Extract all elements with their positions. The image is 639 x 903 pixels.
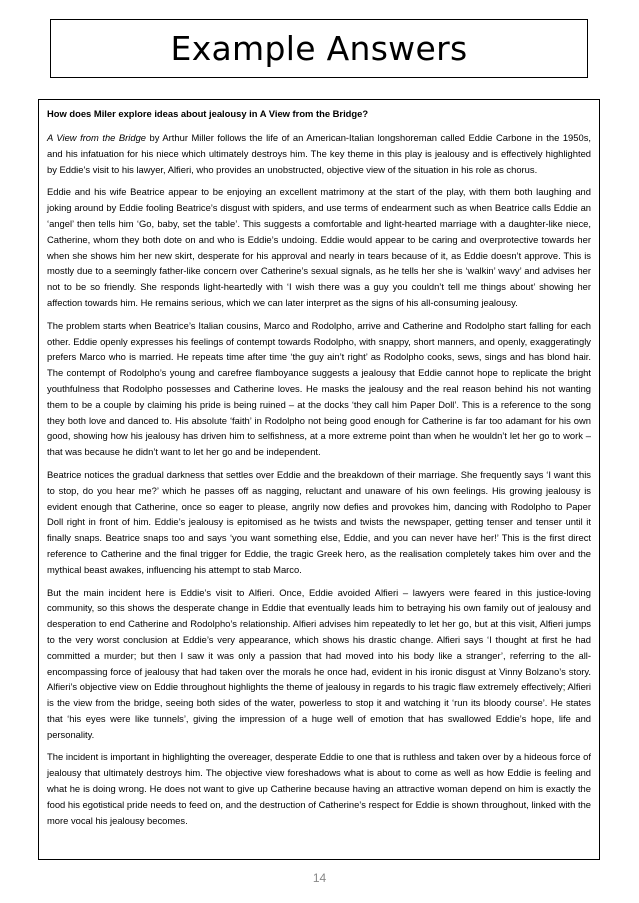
body-paragraph: Eddie and his wife Beatrice appear to be enjoying an excellent matrimony at the start of the play, with them both laughing and joking around by Eddie fooling Beatrice’s disgust with spiders, and use terms of endearment such as when Beatrice calls Eddie an ‘angel’ then tells him ‘Go, baby, set the table’. This suggests a comfortable and light-hearted marriage with a daughter-like niece, Catherine, whom they both dote on and who is Eddie’s undoing. Eddie would appear to be caring and overprotective towards her when she shows him her new skirt, desperate for his approval and nearly in tears because of it, as Eddie doesn’t approve. This is mostly due to a seemingly father-like concern over Catherine’s sexual signals, as he tells her she is ‘walkin’ wavy’ and advises her not to be so friendly. She responds light-heartedly with ‘I wish there was a guy you couldn’t tell me things about’ showing her affection towards him. He remains serious, which we can later interpret as the signs of his all-consuming jealousy.	[47, 186, 591, 308]
play-title: A View from the Bridge	[47, 132, 146, 143]
intro-text: by Arthur Miller follows the life of an American-Italian longshoreman called Eddie Carbone in the 1950s, and his infatuation for his niece which ultimately destroys him. The key theme in this play is jealousy and is effectively highlighted by Eddie’s visit to his lawyer, Alfieri, who provides an unobstructed, objective view of the situation in his role as chorus.	[47, 132, 591, 175]
body-paragraph: The problem starts when Beatrice’s Italian cousins, Marco and Rodolpho, arrive and Catherine and Rodolpho start falling for each other. Eddie openly expresses his feelings of contempt towards Rodolpho, with snappy, short manners, and openly, exaggeratingly prefers Marco who is married. He repeats time after time ‘the guy ain’t right’ as Rodolpho cooks, sews, sings and has blond hair. The contempt of Rodolpho’s young and carefree flamboyance suggests a jealousy that Eddie cannot hope to replicate the bright youthfulness that Rodolpho possesses and Catherine loves. He masks the jealousy and the real reason behind his not wanting them to be a couple by claiming his pride is being ruined – at the docks ‘they call him Paper Doll’. This is a reference to the song they both love and danced to. His absolute ‘faith’ in Rodolpho not being good enough for Catherine is far too adamant for his own good, showing how his jealousy has driven him to selfishness, at a more extreme point than when he wouldn’t let her go to work – that was because he didn’t want to let her go and be independent.	[47, 319, 591, 458]
title-box	[50, 19, 588, 78]
page-title: Example Answers	[170, 29, 468, 68]
body-paragraph: The incident is important in highlighting the overeager, desperate Eddie to one that is ruthless and taken over by a hideous force of jealousy that ultimately destroys him. The objective view foreshadows what is about to come as well as how Eddie is feeling and what he is doing wrong. He does not want to give up Catherine because having an attractive woman depend on him is exactly the food his egotistical pride needs to feed on, and the destruction of Catherine’s respect for Eddie is shown throughout, linked with the more vocal his jealousy becomes.	[47, 751, 591, 826]
body-paragraph: But the main incident here is Eddie’s visit to Alfieri. Once, Eddie avoided Alfieri – lawyers were feared in this justice-loving community, so this shows the desperate change in Eddie that eventually leads him to betraying his own family out of jealousy and desperation to end Catherine and Rodolpho’s relationship. Alfieri advises him repeatedly to let her go, but at this visit, Alfieri jumps to the very worst conclusion at Eddie’s very appearance, which shows his drastic change. Alfieri says ‘I thought at first he had committed a murder; but then I saw it was only a passion that had moved into his body like a stranger’, referring to the all-encompassing force of jealousy that had taken over the morals he once had, evident in his ironic disgust at Vinny Bolzano’s story. Alfieri’s objective view on Eddie throughout highlights the theme of jealousy in regards to his tragic flaw extremely effectively; Alfieri is the view from the bridge, seeing both sides of the water, powerless to stop it and watching it ‘run its bloody course’. He states that ‘his eyes were like tunnels’, giving the impression of a huge well of emotion that has swallowed Eddie’s hope, life and personality.	[47, 586, 591, 740]
answer-box	[38, 99, 600, 860]
intro-paragraph	[47, 130, 591, 177]
essay-question: How does Miler explore ideas about jealousy in A View from the Bridge?	[47, 108, 369, 119]
body-paragraph: Beatrice notices the gradual darkness that settles over Eddie and the breakdown of their marriage. She frequently says ‘I want this to stop, do you hear me?’ which he passes off as nagging, reluctant and unaware of his own feelings. His growing jealousy is evident enough that Catherine, once so eager to please, angrily now defies and provokes him, dancing with Rodolpho to Paper Doll right in front of him. Eddie’s jealousy is epitomised as he twists and twists the newspaper, getting tenser and tenser until it finally snaps. Beatrice snaps too and says ‘you want something else, Eddie, and you can never have her!’ This is the first direct reference to Catherine and the final trigger for Eddie, the tragic Greek hero, as the realisation completely takes him over and the mythical beast awakes, influencing his attempt to stab Marco.	[47, 468, 591, 575]
page-number: 14	[312, 871, 327, 885]
